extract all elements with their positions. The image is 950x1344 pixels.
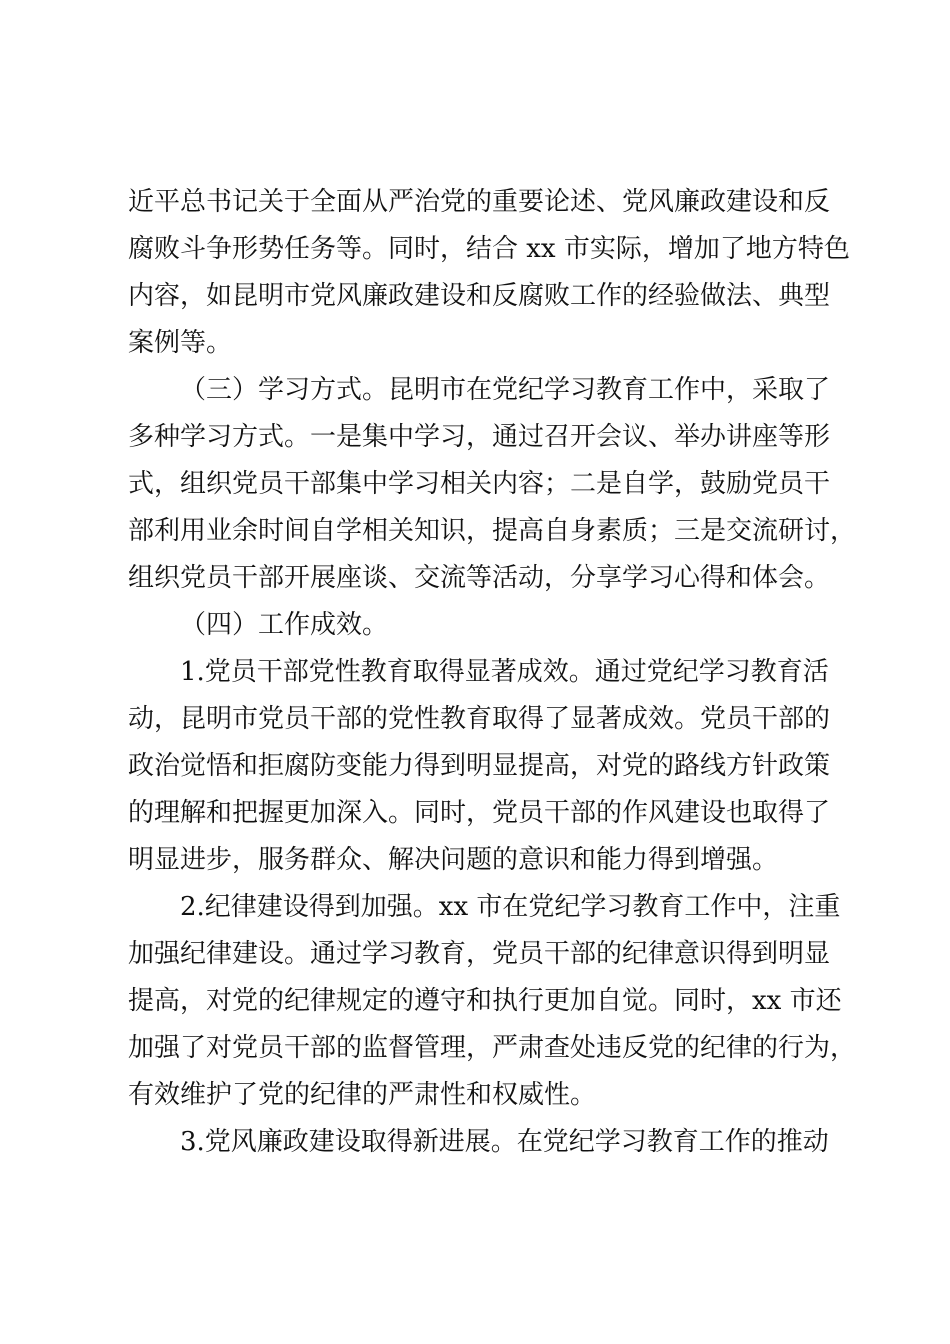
text-line: 式，组织党员干部集中学习相关内容；二是自学，鼓励党员干 [128,469,831,499]
text-line: 部利用业余时间自学相关知识，提高自身素质；三是交流研讨， [128,516,857,546]
text-line: 内容，如昆明市党风廉政建设和反腐败工作的经验做法、典型 [128,281,831,311]
text-line: 近平总书记关于全面从严治党的重要论述、党风廉政建设和反 [128,187,831,217]
text-line: 的理解和把握更加深入。同时，党员干部的作风建设也取得了 [128,798,831,828]
text-line: 政治觉悟和拒腐防变能力得到明显提高，对党的路线方针政策 [128,751,831,781]
text-line: 明显进步，服务群众、解决问题的意识和能力得到增强。 [128,845,779,875]
text-line: 动，昆明市党员干部的党性教育取得了显著成效。党员干部的 [128,704,831,734]
text-line: 加强纪律建设。通过学习教育，党员干部的纪律意识得到明显 [128,939,831,969]
text-line: 提高，对党的纪律规定的遵守和执行更加自觉。同时，xx 市还 [128,986,842,1016]
numbered-item-3: 3.党风廉政建设取得新进展。在党纪学习教育工作的推动 [180,1127,829,1157]
text-line: 腐败斗争形势任务等。同时，结合 xx 市实际，增加了地方特色 [128,234,850,264]
text-line: 多种学习方式。一是集中学习，通过召开会议、举办讲座等形 [128,422,831,452]
text-line: 有效维护了党的纪律的严肃性和权威性。 [128,1080,597,1110]
numbered-item-2: 2.纪律建设得到加强。xx 市在党纪学习教育工作中，注重 [180,892,841,922]
numbered-item-1: 1.党员干部党性教育取得显著成效。通过党纪学习教育活 [180,657,829,687]
text-line: 加强了对党员干部的监督管理，严肃查处违反党的纪律的行为， [128,1033,857,1063]
section-heading-work-results: （四）工作成效。 [180,610,389,640]
text-line: 案例等。 [128,328,233,358]
section-heading-learning-methods: （三）学习方式。昆明市在党纪学习教育工作中，采取了 [180,375,831,405]
text-line: 组织党员干部开展座谈、交流等活动，分享学习心得和体会。 [128,563,831,593]
